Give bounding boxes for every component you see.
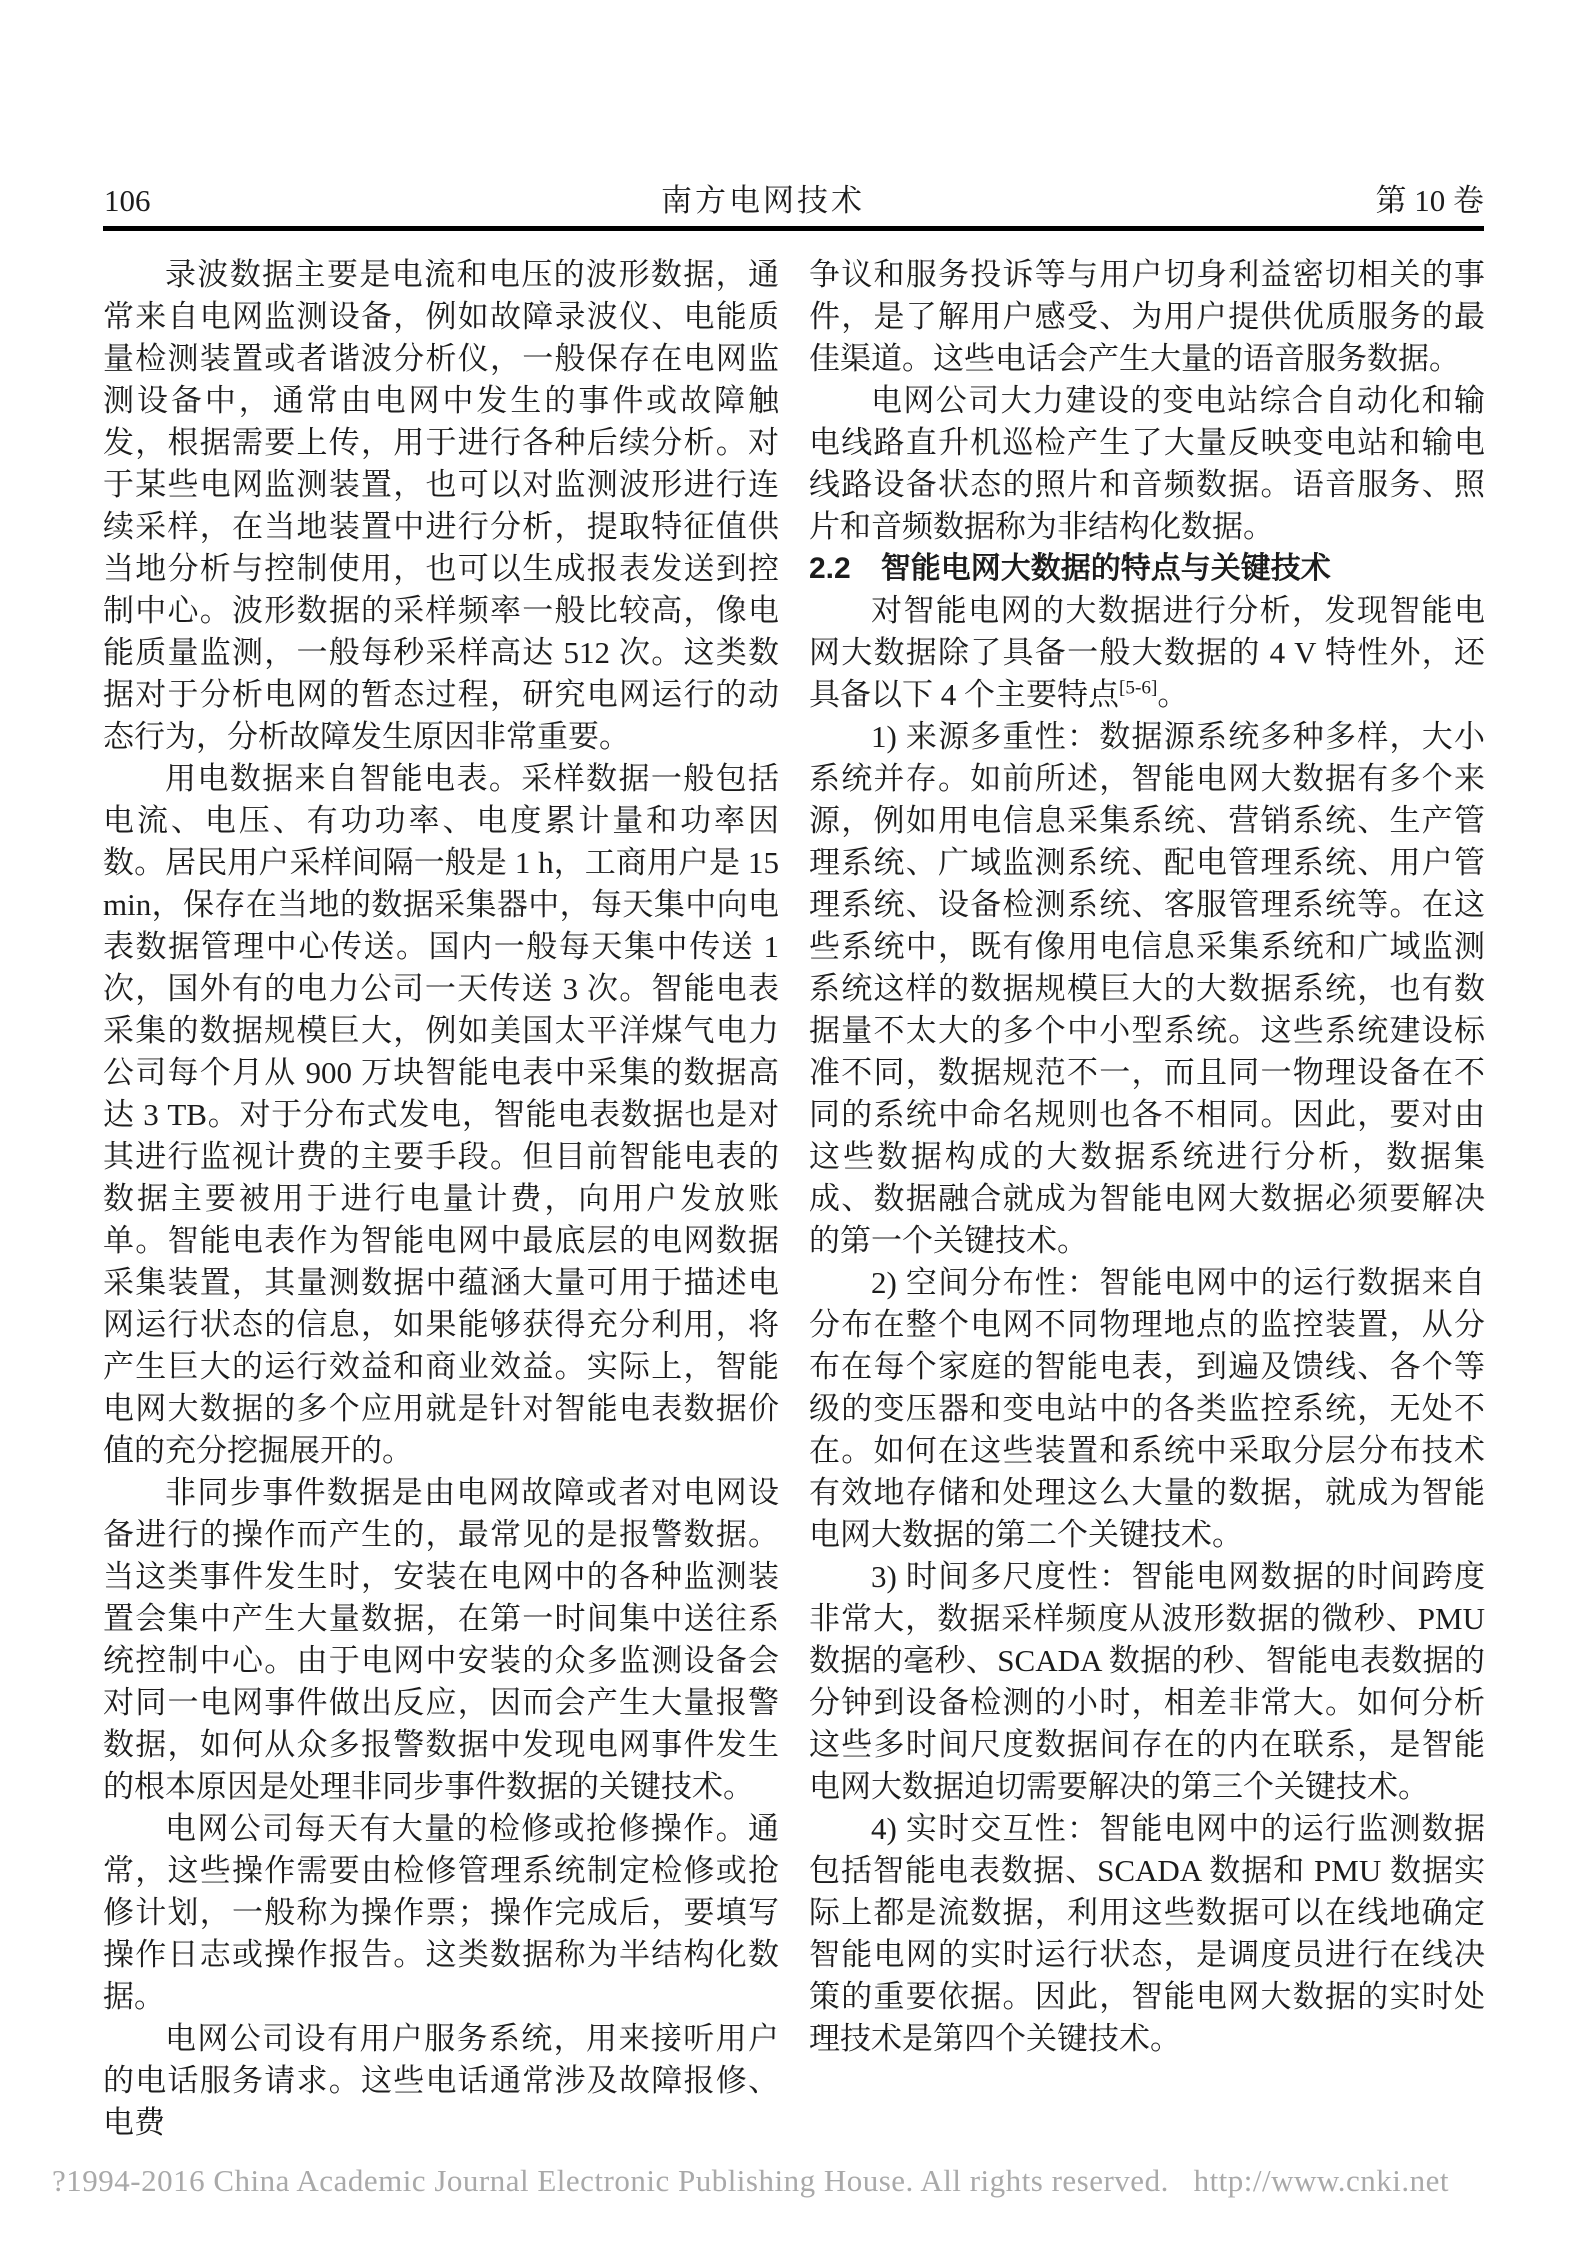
paragraph (809, 590, 1485, 716)
citation-superscript: [5-6] (1119, 677, 1158, 699)
paragraph-text: 电网公司设有用户服务系统，用来接听用户的电话服务请求。这些电话通常涉及故障报修、电费 (103, 2021, 779, 2140)
paragraph (103, 1472, 779, 1808)
paragraph (809, 1262, 1485, 1556)
paragraph (809, 1556, 1485, 1808)
article-body (103, 254, 1485, 2144)
paragraph-text: 非同步事件数据是由电网故障或者对电网设备进行的操作而产生的，最常见的是报警数据。当这类事件发生时，安装在电网中的各种监测装置会集中产生大量数据，在第一时间集中送往系统控制中心。由于电网中安装的众多监测设备会对同一电网事件做出反应，因而会产生大量报警数据，如何从众多报警数据中发现电网事件发生的根本原因是处理非同步事件数据的关键技术。 (103, 1475, 779, 1804)
page-number: 106 (104, 183, 151, 218)
paragraph-text: 电网公司每天有大量的检修或抢修操作。通常，这些操作需要由检修管理系统制定检修或抢修计划，一般称为操作票；操作完成后，要填写操作日志或操作报告。这类数据称为半结构化数据。 (103, 1811, 779, 2014)
section-heading: 2.2 智能电网大数据的特点与关键技术 (809, 552, 1331, 585)
paragraph (103, 758, 779, 1472)
paragraph (809, 1808, 1485, 2060)
paragraph-text: 用电数据来自智能电表。采样数据一般包括电流、电压、有功功率、电度累计量和功率因数。居民用户采样间隔一般是 1 h，工商用户是 15 min，保存在当地的数据采集器中，每天集中向电表数据管理中心传送。国内一般每天集中传送 1 次，国外有的电力公司一天传送 3 次。智能电表采集的数据规模巨大，例如美国太平洋煤气电力公司每个月从 900 万块智能电表中采集的数据高达 3 TB。对于分布式发电，智能电表数据也是对其进行监视计费的主要手段。但目前智能电表的数据主要被用于进行电量计费，向用户发放账单。智能电表作为智能电网中最底层的电网数据采集装置，其量测数据中蕴涵大量可用于描述电网运行状态的信息，如果能够获得充分利用，将产生巨大的运行效益和商业效益。实际上，智能电网大数据的多个应用就是针对智能电表数据价值的充分挖掘展开的。 (103, 761, 779, 1468)
running-head (104, 183, 1484, 219)
paragraph (103, 2018, 779, 2144)
copyright-footer: ?1994-2016 China Academic Journal Electronic Publishing House. All rights reserved. http://www.cnki.net (52, 2163, 1450, 2198)
paragraph-text: 1) 来源多重性：数据源系统多种多样，大小系统并存。如前所述，智能电网大数据有多个来源，例如用电信息采集系统、营销系统、生产管理系统、广域监测系统、配电管理系统、用户管理系统、设备检测系统、客服管理系统等。在这些系统中，既有像用电信息采集系统和广域监测系统这样的数据规模巨大的大数据系统，也有数据量不太大的多个中小型系统。这些系统建设标准不同，数据规范不一，而且同一物理设备在不同的系统中命名规则也各不相同。因此，要对由这些数据构成的大数据系统进行分析，数据集成、数据融合就成为智能电网大数据必须要解决的第一个关键技术。 (809, 719, 1485, 1258)
paragraph-text: 4) 实时交互性：智能电网中的运行监测数据包括智能电表数据、SCADA 数据和 PMU 数据实际上都是流数据，利用这些数据可以在线地确定智能电网的实时运行状态，是调度员进行在线决策的重要依据。因此，智能电网大数据的实时处理技术是第四个关键技术。 (809, 1811, 1485, 2056)
paragraph-text: 2) 空间分布性：智能电网中的运行数据来自分布在整个电网不同物理地点的监控装置，从分布在每个家庭的智能电表，到遍及馈线、各个等级的变压器和变电站中的各类监控系统，无处不在。如何在这些装置和系统中采取分层分布技术有效地存储和处理这么大量的数据，就成为智能电网大数据的第二个关键技术。 (809, 1265, 1485, 1552)
right-column (809, 254, 1485, 2144)
left-column (103, 254, 779, 2144)
paragraph (103, 254, 779, 758)
paragraph (809, 254, 1485, 380)
journal-title: 南方电网技术 (661, 183, 865, 218)
paragraph-text: 。 (1157, 677, 1189, 712)
paragraph-text: 对智能电网的大数据进行分析，发现智能电网大数据除了具备一般大数据的 4 V 特性外，还具备以下 4 个主要特点 (809, 593, 1485, 712)
header-rule (103, 226, 1484, 231)
paragraph-text: 争议和服务投诉等与用户切身利益密切相关的事件，是了解用户感受、为用户提供优质服务的最佳渠道。这些电话会产生大量的语音服务数据。 (809, 257, 1485, 376)
paragraph-text: 录波数据主要是电流和电压的波形数据，通常来自电网监测设备，例如故障录波仪、电能质量检测装置或者谐波分析仪，一般保存在电网监测设备中，通常由电网中发生的事件或故障触发，根据需要上传，用于进行各种后续分析。对于某些电网监测装置，也可以对监测波形进行连续采样，在当地装置中进行分析，提取特征值供当地分析与控制使用，也可以生成报表发送到控制中心。波形数据的采样频率一般比较高，像电能质量监测，一般每秒采样高达 512 次。这类数据对于分析电网的暂态过程，研究电网运行的动态行为，分析故障发生原因非常重要。 (103, 257, 779, 754)
paragraph-text: 3) 时间多尺度性：智能电网数据的时间跨度非常大，数据采样频度从波形数据的微秒、PMU 数据的毫秒、SCADA 数据的秒、智能电表数据的分钟到设备检测的小时，相差非常大。如何分析这些多时间尺度数据间存在的内在联系，是智能电网大数据迫切需要解决的第三个关键技术。 (809, 1559, 1485, 1804)
volume-label: 第 10 卷 (1375, 183, 1484, 218)
paragraph (809, 380, 1485, 548)
paragraph (103, 1808, 779, 2018)
paragraph-text: 电网公司大力建设的变电站综合自动化和输电线路直升机巡检产生了大量反映变电站和输电线路设备状态的照片和音频数据。语音服务、照片和音频数据称为非结构化数据。 (809, 383, 1485, 544)
paragraph (809, 716, 1485, 1262)
